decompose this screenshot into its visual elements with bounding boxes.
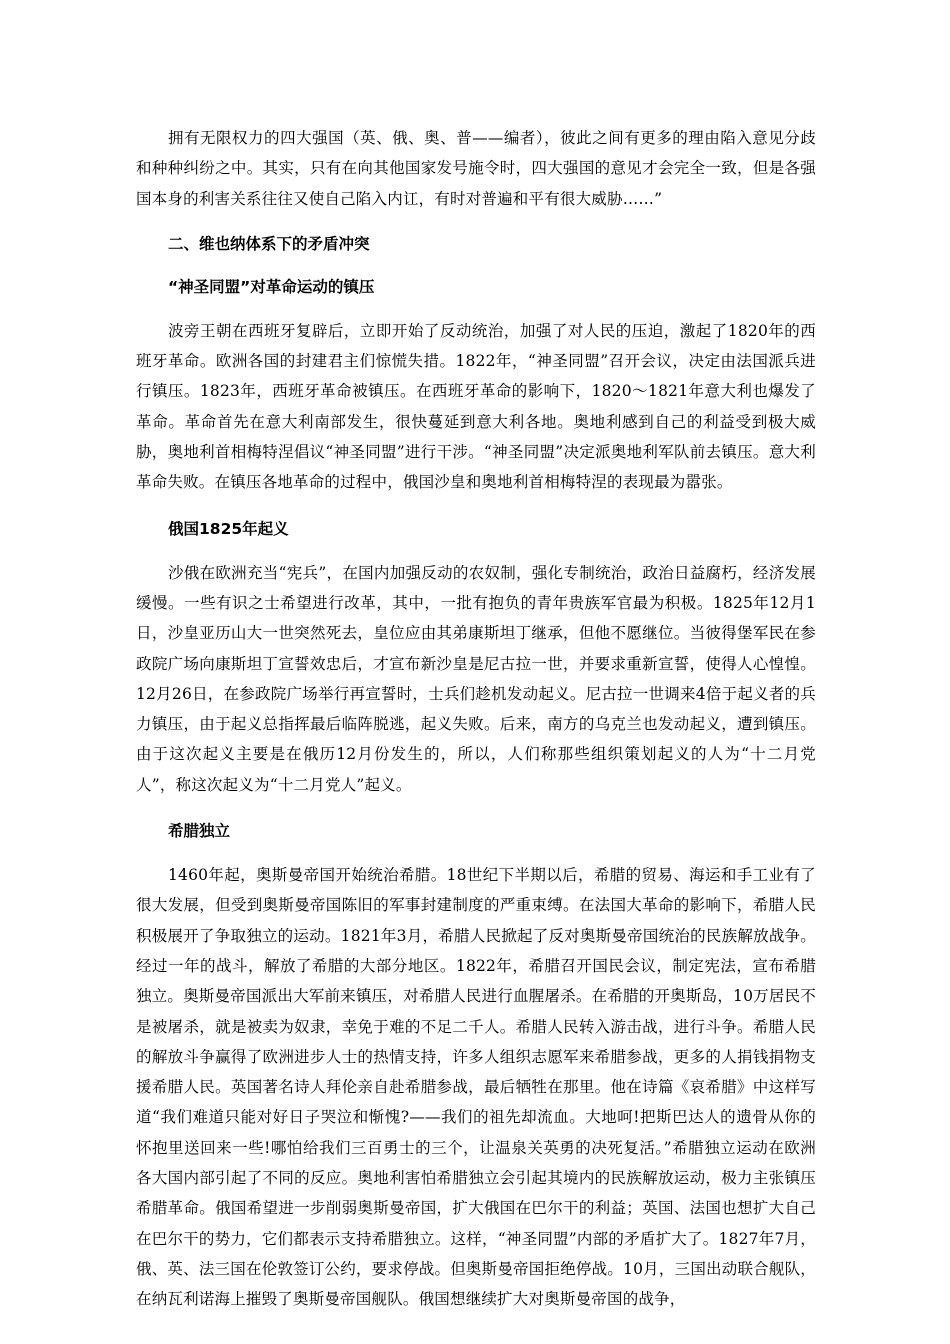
subheading-holy-alliance: “神圣同盟”对革命运动的镇压 (168, 277, 375, 296)
document-page (136, 116, 816, 1315)
paragraph-four-powers: 拥有无限权力的四大强国（英、俄、奥、普——编者），彼此之间有更多的理由陷入意见分歧和种种纠纷之中。其实，只有在向其他国家发号施令时，四大强国的意见才会完全一致，但是各强国本身的利害关系往往又使自己陷入内讧，有时对普遍和平有很大威胁……” (136, 129, 816, 208)
paragraph-holy-alliance: 波旁王朝在西班牙复辟后，立即开始了反动统治，加强了对人民的压迫，激起了1820年的西班牙革命。欧洲各国的封建君主们惊慌失措。1822年，“神圣同盟”召开会议，决定由法国派兵进行镇压。1823年，西班牙革命被镇压。在西班牙革命的影响下，1820～1821年意大利也爆发了革命。革命首先在意大利南部发生，很快蔓延到意大利各地。奥地利感到自己的利益受到极大威胁，奥地利首相梅特涅倡议“神圣同盟”进行干涉。“神圣同盟”决定派奥地利军队前去镇压。意大利革命失败。在镇压各地革命的过程中，俄国沙皇和奥地利首相梅特涅的表现最为嚣张。 (136, 321, 816, 492)
section-heading-vienna-conflicts: 二、维也纳体系下的矛盾冲突 (168, 234, 370, 253)
subheading-greek-independence: 希腊独立 (168, 822, 231, 841)
paragraph-decembrists: 沙俄在欧洲充当“宪兵”，在国内加强反动的农奴制，强化专制统治，政治日益腐朽，经济发展缓慢。一些有识之士希望进行改革，其中，一批有抱负的青年贵族军官最为积极。1825年12月1日，沙皇亚历山大一世突然死去，皇位应由其弟康斯坦丁继承，但他不愿继位。当彼得堡军民在参政院广场向康斯坦丁宣誓效忠后，才宣布新沙皇是尼古拉一世，并要求重新宣誓，使得人心惶惶。12月26日，在参政院广场举行再宣誓时，士兵们趁机发动起义。尼古拉一世调来4倍于起义者的兵力镇压，由于起义总指挥最后临阵脱逃，起义失败。后来，南方的乌克兰也发动起义，遭到镇压。由于这次起义主要是在俄历12月份发生的，所以，人们称那些组织策划起义的人为“十二月党人”，称这次起义为“十二月党人”起义。 (136, 563, 816, 794)
subheading-russia-1825: 俄国1825年起义 (168, 519, 289, 538)
paragraph-greek-independence: 1460年起，奥斯曼帝国开始统治希腊。18世纪下半期以后，希腊的贸易、海运和手工业有了很大发展，但受到奥斯曼帝国陈旧的军事封建制度的严重束缚。在法国大革命的影响下，希腊人民积极展开了争取独立的运动。1821年3月，希腊人民掀起了反对奥斯曼帝国统治的民族解放战争。经过一年的战斗，解放了希腊的大部分地区。1822年，希腊召开国民会议，制定宪法，宣布希腊独立。奥斯曼帝国派出大军前来镇压，对希腊人民进行血腥屠杀。在希腊的开奥斯岛，10万居民不是被屠杀，就是被卖为奴隶，幸免于难的不足二千人。希腊人民转入游击战，进行斗争。希腊人民的解放斗争赢得了欧洲进步人士的热情支持，许多人组织志愿军来希腊参战，更多的人捐钱捐物支援希腊人民。英国著名诗人拜伦亲自赴希腊参战，最后牺牲在那里。他在诗篇《哀希腊》中这样写道“我们难道只能对好日子哭泣和惭愧?——我们的祖先却流血。大地呵!把斯巴达人的遗骨从你的怀抱里送回来一些!哪怕给我们三百勇士的三个，让温泉关英勇的决死复活。”希腊独立运动在欧洲各大国内部引起了不同的反应。奥地利害怕希腊独立会引起其境内的民族解放运动，极力主张镇压希腊革命。俄国希望进一步削弱奥斯曼帝国，扩大俄国在巴尔干的利益；英国、法国也想扩大自己在巴尔干的势力，它们都表示支持希腊独立。这样，“神圣同盟”内部的矛盾扩大了。1827年7月，俄、英、法三国在伦敦签订公约，要求停战。但奥斯曼帝国拒绝停战。10月，三国出动联合舰队，在纳瓦利诺海上摧毁了奥斯曼帝国舰队。俄国想继续扩大对奥斯曼帝国的战争， (136, 866, 816, 1309)
